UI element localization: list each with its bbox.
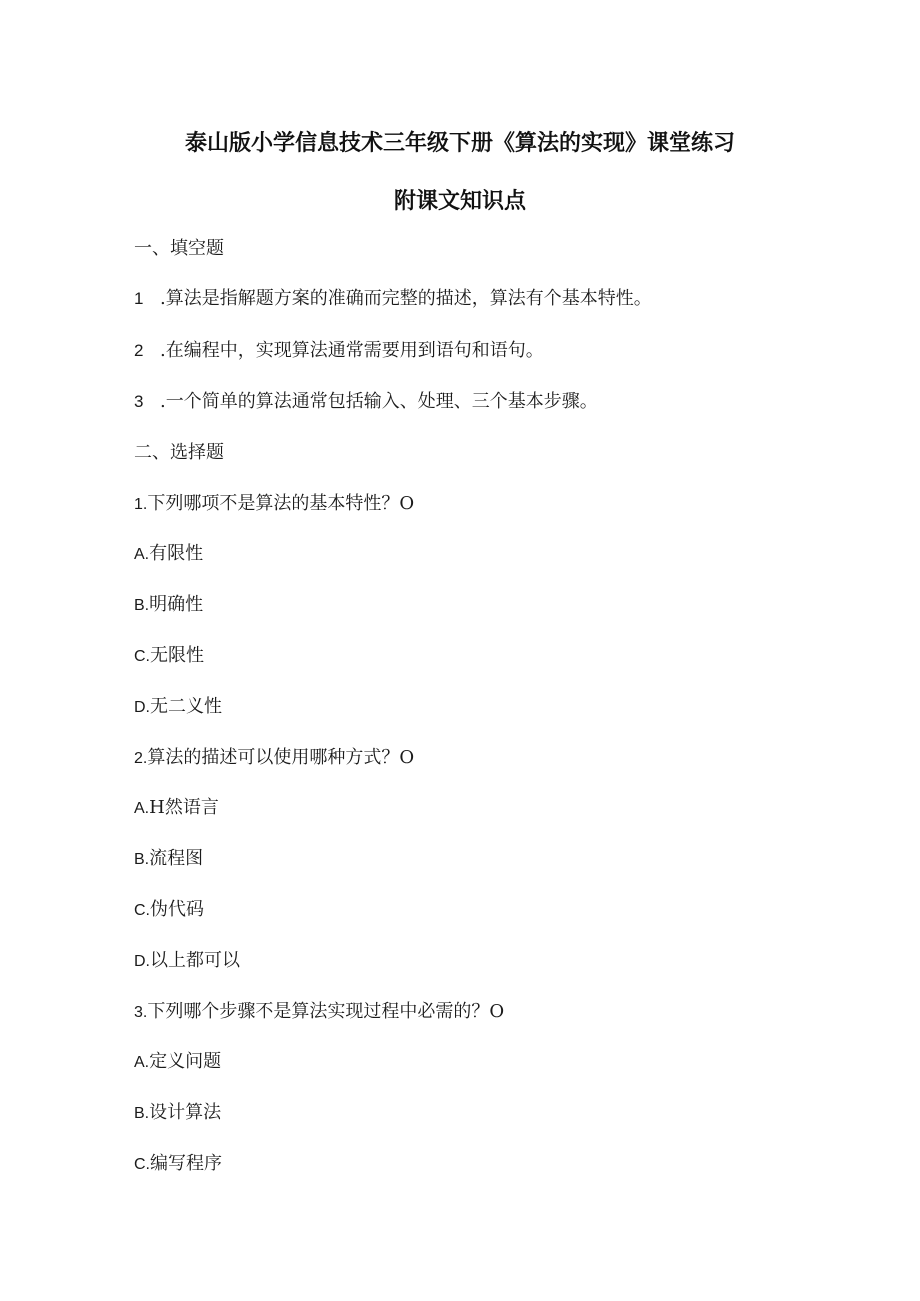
option-item bbox=[134, 1100, 221, 1127]
option-label: A. bbox=[134, 1054, 150, 1071]
question-number: 3. bbox=[134, 1004, 148, 1021]
question-stem bbox=[134, 745, 414, 772]
option-label: D. bbox=[134, 953, 150, 970]
option-label: A. bbox=[134, 546, 150, 563]
option-item bbox=[134, 897, 204, 924]
section-heading-choice: 二、选择题 bbox=[134, 442, 224, 463]
option-label: D. bbox=[134, 699, 150, 716]
option-item bbox=[134, 846, 203, 873]
option-label: C. bbox=[134, 648, 150, 665]
option-label: B. bbox=[134, 1105, 150, 1122]
option-item bbox=[134, 948, 240, 975]
option-text: 编写程序 bbox=[150, 1153, 222, 1174]
item-text: .算法是指解题方案的准确而完整的描述，算法有个基本特性。 bbox=[160, 288, 652, 309]
option-item bbox=[134, 795, 219, 822]
option-item bbox=[134, 694, 222, 721]
option-text: 伪代码 bbox=[150, 899, 204, 920]
option-text: 明确性 bbox=[149, 594, 204, 615]
option-text: H然语言 bbox=[149, 797, 219, 818]
option-label: C. bbox=[134, 902, 150, 919]
option-item bbox=[134, 1049, 221, 1076]
question-stem bbox=[134, 999, 504, 1026]
item-text: .一个简单的算法通常包括输入、处理、三个基本步骤。 bbox=[160, 391, 598, 412]
option-text: 无二义性 bbox=[150, 696, 222, 717]
item-number: 3 bbox=[134, 392, 144, 411]
option-label: C. bbox=[134, 1156, 150, 1173]
question-number: 2. bbox=[134, 750, 148, 767]
item-number: 2 bbox=[134, 341, 144, 360]
option-text: 流程图 bbox=[149, 848, 204, 869]
option-text: 设计算法 bbox=[149, 1102, 222, 1123]
option-text: 定义问题 bbox=[149, 1051, 222, 1072]
fill-blank-item bbox=[134, 286, 652, 312]
option-text: 以上都可以 bbox=[150, 950, 240, 971]
option-item bbox=[134, 592, 203, 619]
section-heading-fill-blank: 一、填空题 bbox=[134, 238, 224, 259]
document-subtitle: 附课文知识点 bbox=[393, 189, 526, 214]
question-text: 下列哪个步骤不是算法实现过程中必需的？O bbox=[147, 1001, 505, 1022]
option-item bbox=[134, 541, 203, 568]
option-label: B. bbox=[134, 851, 150, 868]
item-text: .在编程中，实现算法通常需要用到语句和语句。 bbox=[160, 340, 544, 361]
document-title: 泰山版小学信息技术三年级下册《算法的实现》课堂练习 bbox=[184, 131, 735, 156]
fill-blank-item bbox=[134, 338, 544, 364]
option-text: 无限性 bbox=[150, 645, 204, 666]
option-item bbox=[134, 1151, 222, 1178]
question-text: 算法的描述可以使用哪种方式？O bbox=[147, 747, 415, 768]
item-number: 1 bbox=[134, 289, 144, 308]
fill-blank-item bbox=[134, 389, 598, 415]
option-item bbox=[134, 643, 204, 670]
question-text: 下列哪项不是算法的基本特性？O bbox=[147, 493, 415, 514]
option-text: 有限性 bbox=[149, 543, 204, 564]
question-stem bbox=[134, 491, 414, 518]
option-label: A. bbox=[134, 800, 150, 817]
option-label: B. bbox=[134, 597, 150, 614]
question-number: 1. bbox=[134, 496, 148, 513]
